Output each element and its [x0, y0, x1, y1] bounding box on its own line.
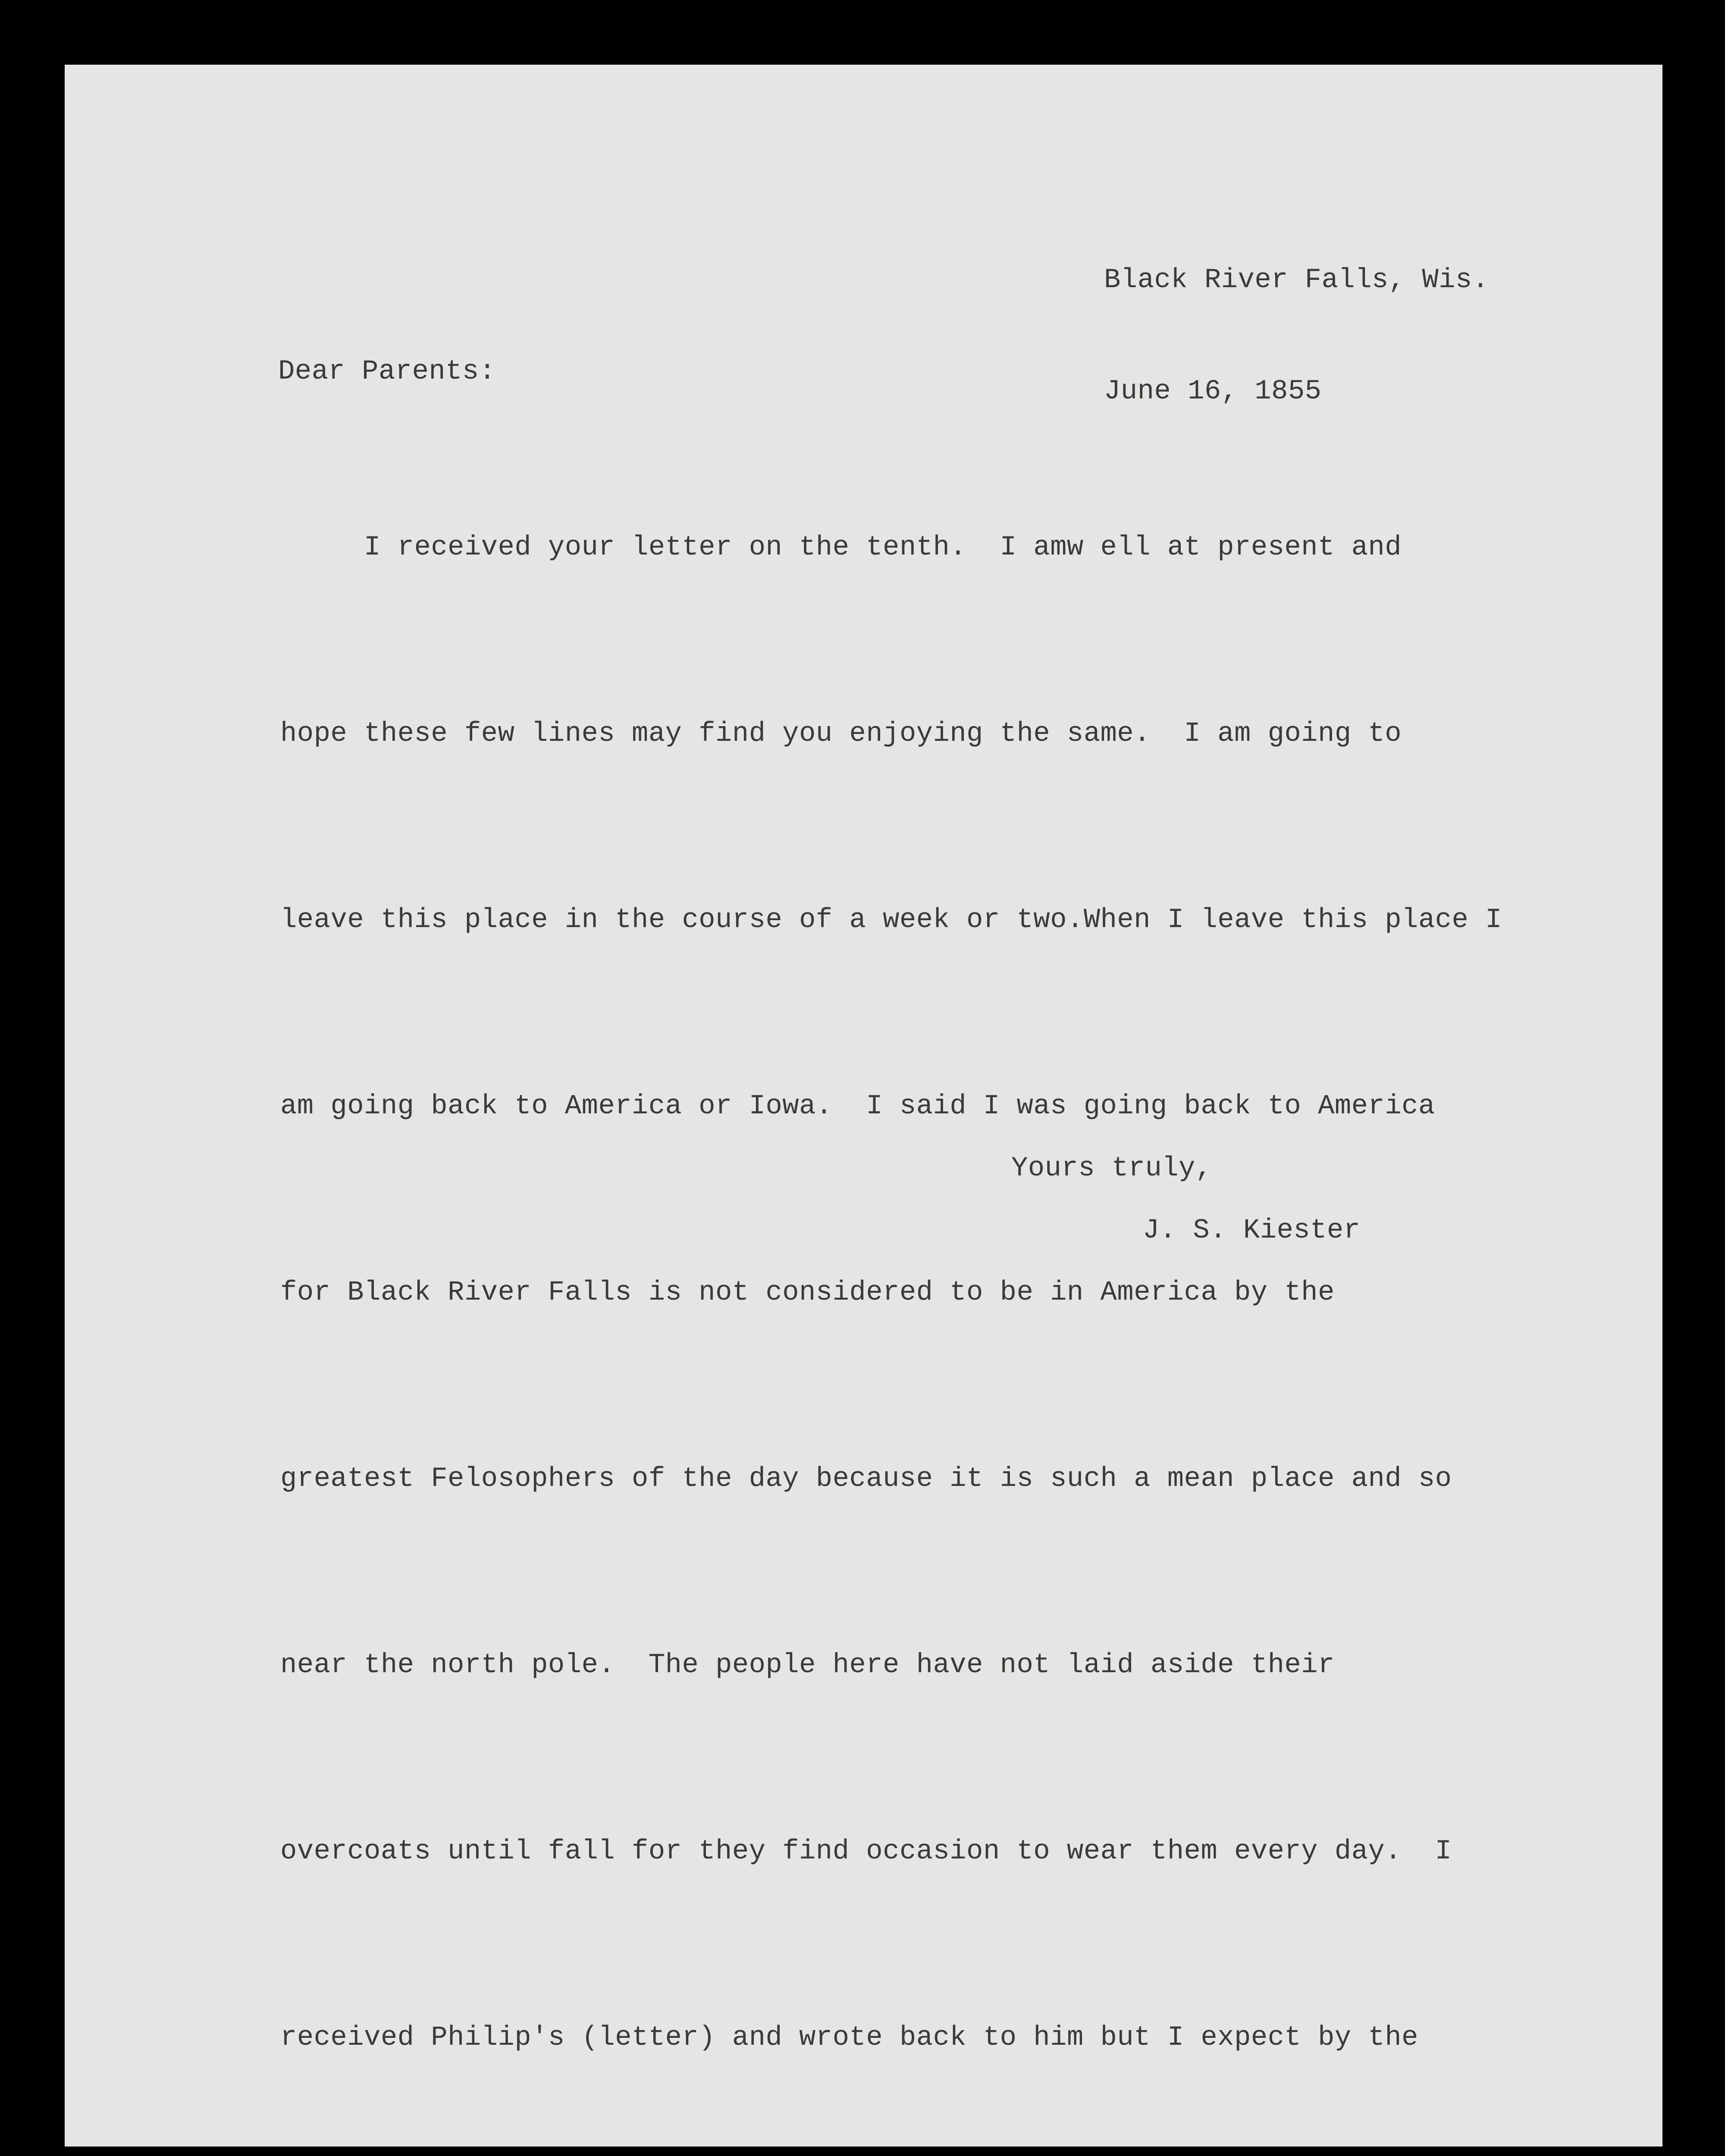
letter-salutation: Dear Parents: — [278, 356, 496, 387]
letter-closing: Yours truly, — [1011, 1153, 1212, 1184]
letter-signature: J. S. Kiester — [1143, 1215, 1361, 1246]
letter-body-line: hope these few lines may find you enjoying the same. I am going to — [280, 718, 1402, 749]
letter-body-line: greatest Felosophers of the day because it is such a mean place and so — [280, 1463, 1452, 1495]
letter-date: June 16, 1855 — [1104, 376, 1322, 407]
letter-body-line: overcoats until fall for they find occasion to wear them every day. I — [280, 1836, 1452, 1867]
letter-body-line: for Black River Falls is not considered to be in America by the — [280, 1277, 1335, 1308]
letter-body-line: near the north pole. The people here have not laid aside their — [280, 1650, 1335, 1681]
letter-body-line: leave this place in the course of a week or two.When I leave this place I — [280, 905, 1502, 936]
letter-body-line: I received your letter on the tenth. I amw ell at present and — [280, 532, 1402, 563]
letter-place: Black River Falls, Wis. — [1104, 265, 1489, 296]
letter-body — [280, 392, 1502, 2156]
letter-body-line: am going back to America or Iowa. I said I was going back to America — [280, 1091, 1435, 1122]
letter-body-line: received Philip's (letter) and wrote back to him but I expect by the — [280, 2022, 1418, 2053]
letter-page — [65, 65, 1662, 2147]
